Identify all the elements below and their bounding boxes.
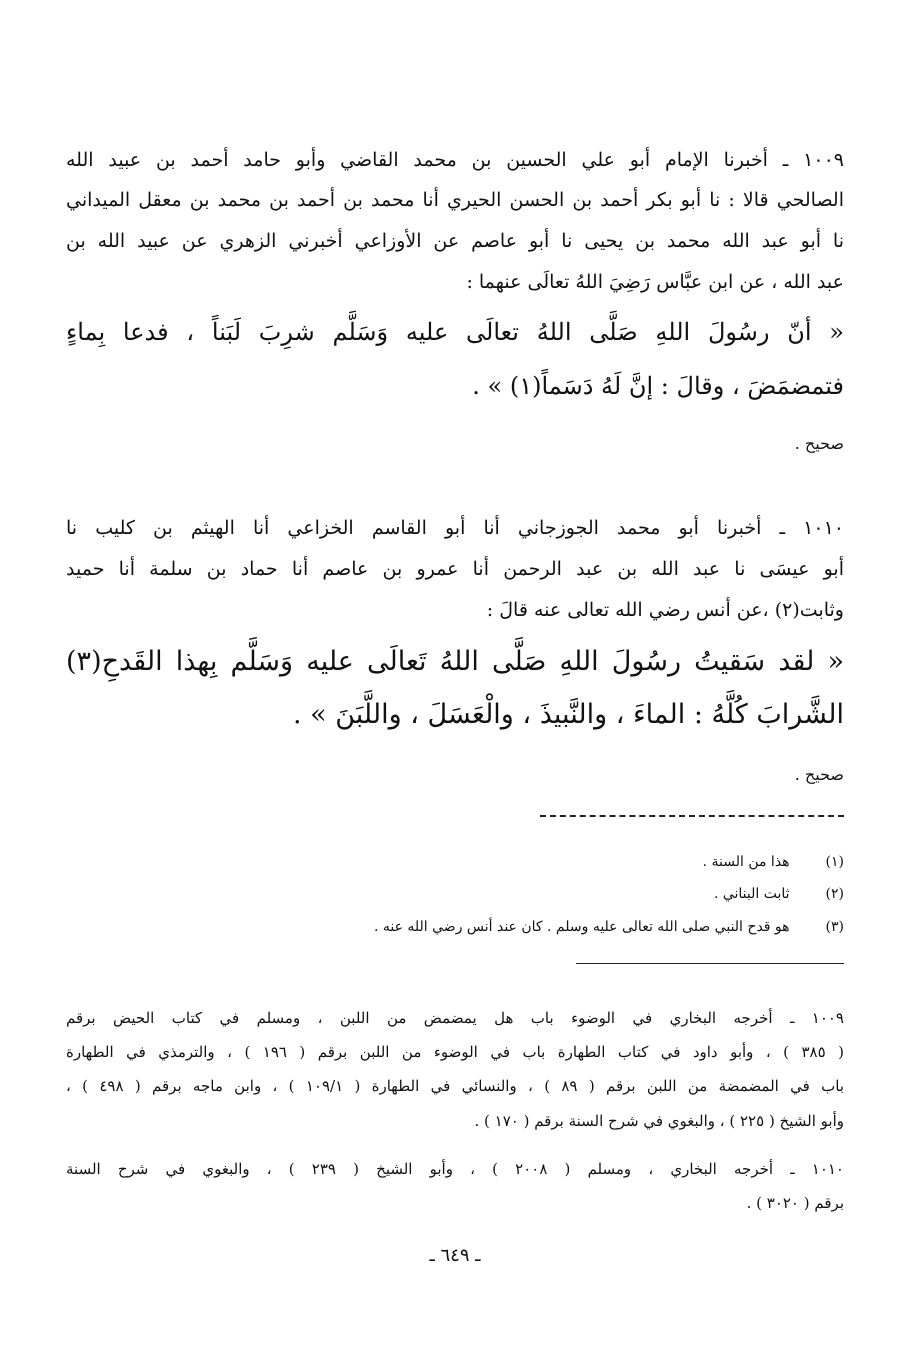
footnote-text: ثابت البناني . [713, 886, 790, 902]
footnote-number: (٣) [825, 919, 844, 935]
takhrij-separator [576, 963, 844, 964]
takhrij-1009-line-2: ( ٣٨٥ ) ، وأبو داود في كتاب الطهارة باب في الوضوء من اللبن برقم ( ١٩٦ ) ، والترمذي في الطهارة [66, 1043, 844, 1061]
hadith-1009-grade: صحيح . [794, 434, 844, 453]
hadith-1009-matn-line-2: فتمضمَضَ ، وقالَ : إنَّ لَهُ دَسَماً(١) » . [472, 372, 844, 400]
footnote-1 [66, 848, 844, 876]
takhrij-1009-line-4: وأبو الشيخ ( ٢٢٥ ) ، والبغوي في شرح السنة برقم ( ١٧٠ ) . [474, 1112, 844, 1130]
footnote-2 [66, 880, 844, 908]
takhrij-1010-line-2: برقم ( ٣٠٢٠ ) . [746, 1194, 844, 1212]
footnote-separator-dashed [540, 815, 844, 817]
hadith-1009-line-2: الصالحي قالا : نا أبو بكر أحمد بن الحسن الحيري أنا محمد بن أحمد بن محمد بن معقل الميداني [66, 189, 844, 211]
footnote-text: هو قدح النبي صلى الله تعالى عليه وسلم . كان عند أنس رضي الله عنه . [373, 919, 790, 935]
page-number: ـ ٦٤٩ ـ [429, 1245, 481, 1266]
footnote-3 [66, 913, 844, 941]
hadith-1009-line-1: ١٠٠٩ ـ أخبرنا الإمام أبو علي الحسين بن محمد القاضي وأبو حامد أحمد بن عبيد الله [66, 149, 844, 171]
hadith-1010-line-1: ١٠١٠ ـ أخبرنا أبو محمد الجوزجاني أنا أبو القاسم الخزاعي أنا الهيثم بن كليب نا [66, 517, 844, 539]
takhrij-1010-line-1: ١٠١٠ ـ أخرجه البخاري ، ومسلم ( ٢٠٠٨ ) ، وأبو الشيخ ( ٢٣٩ ) ، والبغوي في شرح السنة [66, 1160, 844, 1178]
hadith-1010-matn-line-2: الشَّرابَ كُلَّهُ : الماءَ ، والنَّبيذَ ، والْعَسَلَ ، واللَّبَنَ » . [292, 699, 844, 730]
hadith-1010-line-2: أبو عيسَى نا عبد الله بن عبد الرحمن أنا عمرو بن عاصم أنا حماد بن سلمة أنا حميد [66, 558, 844, 580]
hadith-1009-line-4: عبد الله ، عن ابن عبَّاس رَضِيَ اللهُ تعالَى عنهما : [466, 271, 844, 293]
footnote-number: (٢) [825, 886, 844, 902]
takhrij-1009-line-3: باب في المضمضة من اللبن برقم ( ٨٩ ) ، والنسائي في الطهارة ( ١٠٩/١ ) ، وابن ماجه برقم ( ٤٩٨ ) ، [66, 1077, 844, 1095]
takhrij-1009-line-1: ١٠٠٩ ـ أخرجه البخاري في الوضوء باب هل يمضمض من اللبن ، ومسلم في كتاب الحيض برقم [66, 1009, 844, 1027]
hadith-1009-line-3: نا أبو عبد الله محمد بن يحيى نا أبو عاصم عن الأوزاعي أخبرني الزهري عن عبيد الله بن [66, 230, 844, 252]
footnote-number: (١) [825, 854, 844, 870]
hadith-1010-matn-line-1: « لقد سَقيتُ رسُولَ اللهِ صَلَّى اللهُ تَعالَى عليه وَسَلَّم بِهذا القَدحِ(٣) [66, 646, 844, 677]
hadith-1010-line-3: وثابت(٢) ،عن أنس رضي الله تعالى عنه قالَ : [486, 599, 844, 621]
footnote-text: هذا من السنة . [702, 854, 790, 870]
hadith-1010-grade: صحيح . [794, 765, 844, 784]
hadith-1009-matn-line-1: « أنّ رسُولَ اللهِ صَلَّى اللهُ تعالَى عليه وَسَلَّم شرِبَ لَبَناً ، فدعا بِماءٍ [66, 318, 844, 346]
